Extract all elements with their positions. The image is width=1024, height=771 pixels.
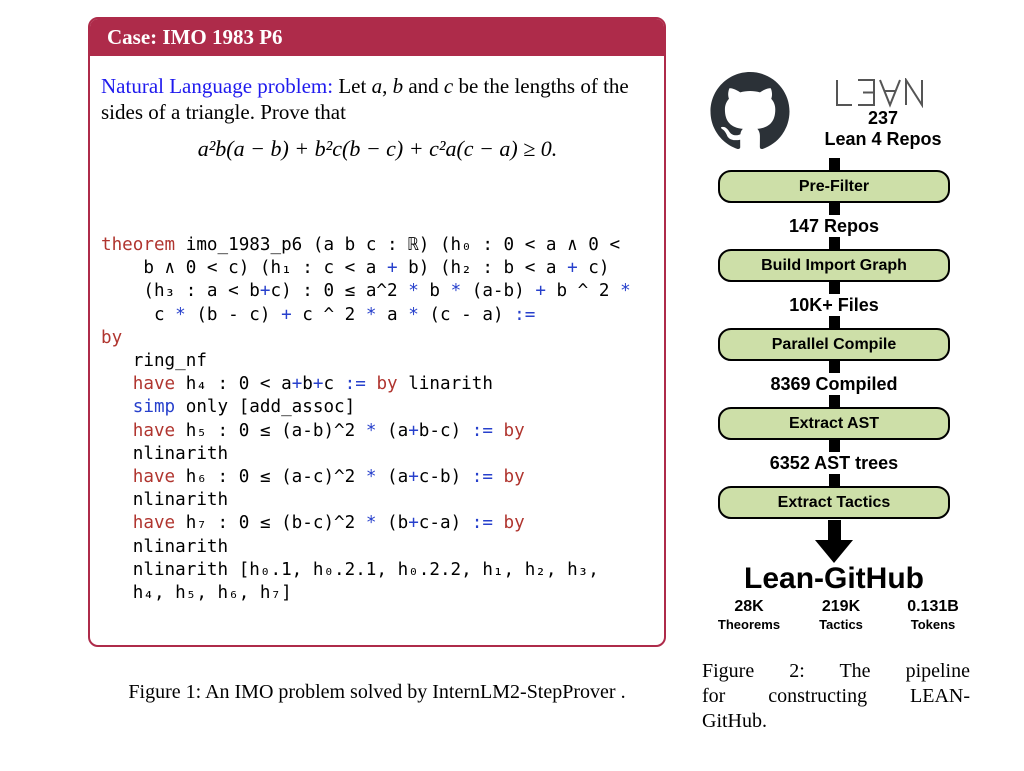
pipeline-connector [829,237,840,250]
pipeline-count-label: 147 Repos [788,216,880,236]
pipeline-header [690,72,978,162]
pipeline-connector [829,316,840,329]
caption-line: GitHub. [702,710,767,732]
dataset-stat [708,597,790,633]
dataset-title: Lean-GitHub [744,562,924,595]
code-line: c * (b - c) + c ^ 2 * a * (c - a) := [101,304,536,325]
pipeline-connector [829,158,840,171]
figure-1-caption: Figure 1: An IMO problem solved by InternLM2-StepProver . [128,681,626,703]
stat-label: Tactics [819,617,863,632]
dataset-stat [892,597,974,633]
stat-value: 0.131B [907,598,959,615]
pipeline-step-box: Extract Tactics [718,486,950,519]
math-formula: a²b(a − b) + b²c(b − c) + c²a(c − a) ≥ 0. [197,136,558,161]
stat-value: 219K [821,598,861,615]
code-line: nlinarith [101,536,229,557]
natural-language-problem-text: Natural Language problem: Let a, b and c be the lengths of the sides of a triangle. Prove that [101,74,629,124]
code-line: (h₃ : a < b+c) : 0 ≤ a^2 * b * (a-b) + b ^ 2 * [101,281,631,302]
lean-theorem-code [101,234,654,605]
pipeline-connector [829,281,840,294]
pipeline-flowchart [690,159,978,519]
case-box [88,17,666,647]
dataset-stat [800,597,882,633]
caption-line: for constructing LEAN- [702,685,970,707]
figure-2-caption [702,659,970,734]
pipeline-connector [829,474,840,487]
case-box-title: Case: IMO 1983 P6 [90,19,664,56]
repo-count-block [790,72,976,150]
pipeline-step-box: Parallel Compile [718,328,950,361]
pipeline-connector [829,439,840,452]
down-arrow-head [815,540,853,563]
repo-count-label: Lean 4 Repos [824,129,942,149]
code-line: nlinarith [101,443,229,464]
stat-label: Theorems [717,617,781,632]
pipeline-count-label: 10K+ Files [789,295,879,315]
code-line: ring_nf [101,351,207,372]
pipeline-connector [829,202,840,215]
code-line: nlinarith [101,490,229,511]
code-line: have h₄ : 0 < a+b+c := by linarith [132,374,493,395]
stat-value: 28K [734,598,764,615]
case-box-body [90,56,664,605]
pipeline-count-label: 6352 AST trees [769,453,899,473]
caption-line: Figure 2: The pipeline [702,660,970,682]
code-line: simp only [add_assoc] [132,397,356,418]
pipeline-step-box: Extract AST [718,407,950,440]
down-arrow-stem [828,520,841,540]
stat-label: Tokens [910,617,956,632]
figure-2 [690,72,978,734]
dataset-stats [704,597,978,633]
pipeline-step-box: Pre-Filter [718,170,950,203]
code-line: nlinarith [h₀.1, h₀.2.1, h₀.2.2, h₁, h₂, h₃, [101,559,599,580]
code-line: have h₇ : 0 ≤ (b-c)^2 * (b+c-a) := by [132,513,525,534]
code-line: b ∧ 0 < c) (h₁ : c < a + b) (h₂ : b < a + c) [101,258,610,279]
pipeline-connector [829,395,840,408]
code-line: h₄, h₅, h₆, h₇] [101,583,292,604]
pipeline-count-label: 8369 Compiled [770,374,898,394]
code-line: have h₅ : 0 ≤ (a-b)^2 * (a+b-c) := by [132,420,525,441]
pipeline-step-box: Build Import Graph [718,249,950,282]
figure-1 [88,17,666,704]
repo-count: 237 [867,108,899,128]
lean-logo-icon [833,78,933,108]
github-octocat-icon [710,72,790,151]
pipeline-connector [829,360,840,373]
code-line: by [101,327,123,348]
code-line: have h₆ : 0 ≤ (a-c)^2 * (a+c-b) := by [132,467,525,488]
down-arrow-icon [690,520,978,563]
code-line: theorem imo_1983_p6 (a b c : ℝ) (h₀ : 0 < a ∧ 0 < [101,235,621,255]
